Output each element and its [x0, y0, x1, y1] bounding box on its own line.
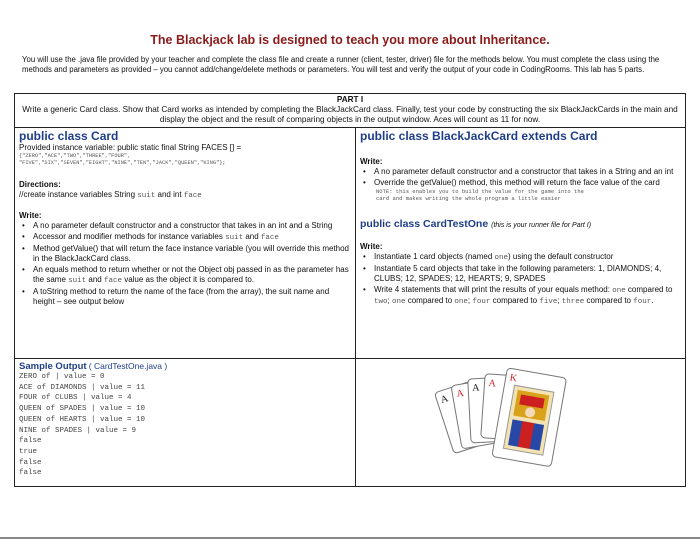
variable-code: one	[454, 298, 468, 306]
runner-note: (this is your runner file for Part I)	[491, 222, 592, 229]
output-line: ZERO of | value = 0	[19, 373, 105, 381]
variable-code: four	[633, 298, 652, 306]
row-divider	[15, 127, 685, 128]
list-item	[19, 265, 353, 286]
output-line: NINE of SPADES | value = 9	[19, 426, 137, 435]
output-line: QUEEN of HEARTS | value = 10	[19, 415, 146, 424]
output-line: false	[19, 458, 42, 467]
suit-code: suit	[68, 277, 87, 285]
variable-code: four	[472, 298, 491, 306]
list-text: An equals method to return whether or not the Object obj passed in as the parameter has the same	[33, 265, 349, 284]
row-divider	[15, 358, 685, 359]
card-corner-letter: A	[439, 393, 450, 406]
list-text: Instantiate 1 card objects (named	[374, 252, 495, 261]
directions-label: Directions:	[19, 180, 61, 189]
directions-text-part: //create instance variables String	[19, 190, 138, 199]
output-line: ACE of DIAMONDS | value = 11	[19, 383, 146, 392]
provided-variable-text: Provided instance variable: public static final String FACES [] =	[19, 143, 242, 152]
note-line-2: card and makes writing the whole program a little easier	[376, 194, 561, 202]
card-requirements-list	[19, 221, 353, 307]
playing-cards-image	[432, 366, 582, 476]
test-class-name: public class CardTestOne	[360, 218, 489, 230]
variable-code: one	[494, 254, 509, 262]
card-class-cell	[19, 129, 353, 308]
card-corner-letter: A	[488, 377, 497, 390]
list-text: value as the object it is compared to.	[121, 275, 255, 284]
part-description: Write a generic Card class. Show that Card works as intended by completing the BlackJackCard class. Finally, test your code by constructing the six BlackJackCards in the main and display the object and the result of comparing objects in the output window. Aces will count as 11 for now.	[22, 105, 678, 124]
page-divider	[0, 537, 700, 539]
variable-code: two	[374, 298, 388, 306]
faces-array-line-1: {"ZERO","ACE","TWO","THREE","FOUR",	[19, 153, 131, 159]
variable-code: five	[539, 298, 558, 306]
list-item	[19, 232, 353, 243]
suit-code: suit	[137, 192, 156, 200]
face-code: face	[183, 192, 202, 200]
variable-code: three	[561, 298, 585, 306]
face-code: face	[103, 277, 122, 285]
list-text: compared to	[584, 296, 634, 305]
suit-code: suit	[225, 234, 244, 242]
list-text: and	[86, 275, 104, 284]
list-item	[360, 252, 682, 263]
list-text: ) using the default constructor	[508, 252, 614, 261]
output-line: false	[19, 437, 42, 446]
list-text: Write 4 statements that will print the results of your equals method:	[374, 285, 613, 294]
list-text: compared to	[625, 285, 673, 294]
sample-output-label: Sample Output	[19, 361, 87, 372]
output-line: true	[19, 447, 38, 456]
note-line-1: NOTE: this enables you to build the value for the game into the	[376, 188, 584, 195]
list-text: ;	[557, 296, 562, 305]
list-item: • A toString method to return the name of the face (from the array), the suit name and height – see output below	[19, 287, 353, 307]
list-text: Accessor and modifier methods for instance variables	[33, 232, 226, 241]
list-item: • Instantiate 5 card objects that take in the following parameters: 1, DIAMONDS; 4, CLUBS; 12, SPADES; 12, HEARTS; 9, SPADES	[360, 264, 682, 284]
card-corner-letter: K	[508, 372, 518, 385]
part-title: PART I	[336, 95, 364, 104]
column-divider	[355, 127, 356, 486]
face-code: face	[260, 234, 279, 242]
test-class-title	[360, 218, 682, 232]
output-line: FOUR of CLUBS | value = 4	[19, 394, 132, 403]
card-corner-letter: A	[455, 387, 465, 401]
list-item: • Override the getValue() method, this method will return the face value of the card	[360, 178, 682, 188]
list-item	[360, 285, 682, 307]
output-line: false	[19, 469, 42, 478]
variable-code: one	[612, 287, 626, 295]
sample-output-heading	[19, 361, 353, 372]
faces-array-line-2: "FIVE","SIX","SEVEN","EIGHT","NINE","TEN","JACK","QUEEN","KING"};	[19, 159, 226, 166]
blackjack-requirements-list	[360, 167, 682, 188]
blackjack-class-cell	[360, 129, 682, 308]
variable-code: one	[391, 298, 406, 306]
assignment-table	[14, 93, 686, 487]
card-corner-letter: A	[471, 382, 480, 394]
page-title: The Blackjack lab is designed to teach you more about Inheritance.	[150, 33, 550, 47]
list-text: and	[243, 232, 261, 241]
sample-output-file: ( CardTestOne.java )	[88, 361, 168, 371]
directions-text-part: and int	[155, 190, 184, 199]
output-line: QUEEN of SPADES | value = 10	[19, 405, 146, 414]
list-text: ;	[467, 296, 473, 305]
list-item: • A no parameter default constructor and a constructor that takes in an int and a String	[19, 221, 353, 231]
test-requirements-list	[360, 252, 682, 307]
list-text: compared to	[405, 296, 455, 305]
write-label: Write:	[19, 211, 42, 220]
directions-text	[19, 190, 353, 201]
blackjack-class-title: public class BlackJackCard extends Card	[360, 129, 598, 143]
list-text: .	[651, 296, 654, 305]
write-label: Write:	[360, 157, 383, 166]
intro-paragraph: You will use the .java file provided by your teacher and complete the class file and create a runner (client, tester, driver) file for the methods below. You must complete the class using the methods and parameters as provided – you cannot add/change/delete methods or parameters. You will test and verify the output of your code in CodingRooms. This lab has 5 parts.	[22, 55, 660, 75]
write-label: Write:	[360, 242, 383, 251]
list-text: compared to	[490, 296, 540, 305]
card-class-title: public class Card	[19, 129, 119, 143]
sample-output-cell	[19, 361, 353, 479]
list-item: • Method getValue() that will return the face instance variable (you will override this method in the BlackJackCard class.	[19, 244, 353, 264]
list-item: • A no parameter default constructor and a constructor that takes in a String and an int	[360, 167, 682, 177]
list-text: ;	[387, 296, 392, 305]
part-header	[15, 94, 685, 125]
